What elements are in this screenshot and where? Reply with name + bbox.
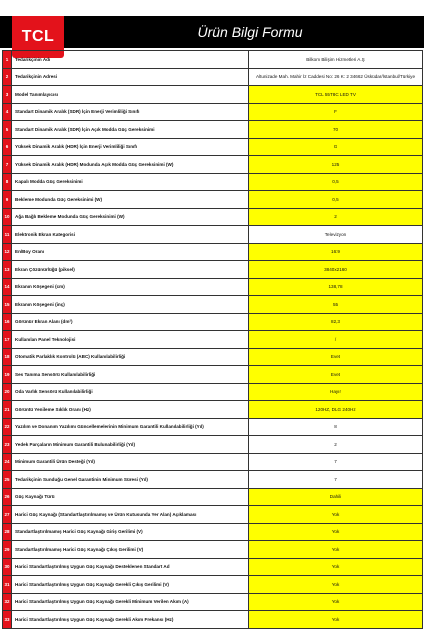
row-number: 3 (3, 86, 12, 103)
row-label: Harici Standartlaştırılmış Uygun Güç Kaynağı Gerekli Akım Frekansı (Hz) (12, 611, 249, 628)
table-row (3, 69, 423, 87)
row-number: 26 (3, 489, 12, 506)
table-row (3, 121, 423, 139)
row-number: 1 (3, 51, 12, 68)
row-label: Yüksek Dinamik Aralık (HDR) Modunda Açık Modda Güç Gereksinimi (W) (12, 156, 249, 173)
row-number: 16 (3, 314, 12, 331)
row-value: Yok (249, 576, 423, 593)
row-label: Harici Standartlaştırılmış Uygun Güç Kaynağı Gerekli Minimum Verilen Akım (A) (12, 594, 249, 611)
row-value: 16:9 (249, 244, 423, 261)
row-value: G (249, 139, 423, 156)
row-value: Dahili (249, 489, 423, 506)
row-label: Kapalı Modda Güç Gereksinimi (12, 174, 249, 191)
row-number: 31 (3, 576, 12, 593)
table-row (3, 331, 423, 349)
logo-text: TCL (21, 28, 55, 45)
row-value: 125 (249, 156, 423, 173)
row-number: 10 (3, 209, 12, 226)
table-row (3, 139, 423, 157)
row-number: 22 (3, 419, 12, 436)
table-row (3, 279, 423, 297)
row-label: En/Boy Oranı (12, 244, 249, 261)
row-label: Minimum Garantili Ürün Desteği (Yıl) (12, 454, 249, 471)
row-number: 24 (3, 454, 12, 471)
row-value: Yok (249, 611, 423, 628)
row-number: 6 (3, 139, 12, 156)
row-value: F (249, 104, 423, 121)
row-label: Yazılım ve Donanım Yazılımı Güncellemelerinin Minimum Garantili Kullanılabilirliği (Yıl) (12, 419, 249, 436)
row-number: 8 (3, 174, 12, 191)
row-label: Yedek Parçaların Minimum Garantili Bulunabilirliği (Yıl) (12, 436, 249, 453)
row-label: Ağa Bağlı Bekleme Modunda Güç Gereksinimi (W) (12, 209, 249, 226)
row-label: Tedarikçinin Sunduğu Genel Garantinin Minimum Süresi (Yıl) (12, 471, 249, 488)
table-row (3, 576, 423, 594)
row-value: 2 (249, 436, 423, 453)
row-label: Otomatik Parlaklık Kontrolü (ABC) Kullanılabilirliği (12, 349, 249, 366)
row-label: Oda Varlık Sensörü Kullanılabilirliği (12, 384, 249, 401)
table-row (3, 524, 423, 542)
row-value: 7 (249, 454, 423, 471)
table-row (3, 86, 423, 104)
row-value: TCL 55T8C LED TV (249, 86, 423, 103)
table-row (3, 156, 423, 174)
row-value: 0,5 (249, 174, 423, 191)
row-value: Yok (249, 506, 423, 523)
row-label: Ekranın Köşegeni (cm) (12, 279, 249, 296)
row-label: Güç Kaynağı Türü (12, 489, 249, 506)
row-value: Televizyon (249, 226, 423, 243)
table-row (3, 454, 423, 472)
row-value: Hayır (249, 384, 423, 401)
table-row (3, 226, 423, 244)
row-label: Standartlaştırılmamış Harici Güç Kaynağı Çıkış Gerilimi (V) (12, 541, 249, 558)
row-number: 18 (3, 349, 12, 366)
row-number: 30 (3, 559, 12, 576)
row-value: / (249, 331, 423, 348)
row-number: 29 (3, 541, 12, 558)
row-value: Altunizade Mah. Mahir İz Caddesi No: 26 K: 2 34662 Üsküdar/İstanbul/Türkiye (249, 69, 423, 86)
row-value: Yok (249, 541, 423, 558)
row-number: 5 (3, 121, 12, 138)
table-row (3, 244, 423, 262)
row-label: Görünür Ekran Alanı (dm²) (12, 314, 249, 331)
row-number: 28 (3, 524, 12, 541)
table-row (3, 104, 423, 122)
table-row (3, 51, 423, 69)
row-value: Bilkom Bilişim Hizmetleri A.Ş (249, 51, 423, 68)
row-label: Tedarikçinin Adresi (12, 69, 249, 86)
row-value: Evet (249, 366, 423, 383)
row-number: 14 (3, 279, 12, 296)
table-row (3, 191, 423, 209)
row-value: 3840x2160 (249, 261, 423, 278)
table-row (3, 506, 423, 524)
row-label: Ekran Çözünürlüğü (piksel) (12, 261, 249, 278)
row-label: Görüntü Yenileme Sıklık Oranı (Hz) (12, 401, 249, 418)
table-row (3, 436, 423, 454)
row-number: 11 (3, 226, 12, 243)
row-number: 17 (3, 331, 12, 348)
table-row (3, 594, 423, 612)
row-label: Harici Güç Kaynağı (Standartlaştırılmamış ve Ürün Kutusunda Yer Alan) Açıklaması (12, 506, 249, 523)
row-label: Standart Dinamik Aralık (SDR) İçin Enerji Verimliliği Sınıfı (12, 104, 249, 121)
table-row (3, 401, 423, 419)
row-label: Bekleme Modunda Güç Gereksinimi (W) (12, 191, 249, 208)
row-label: Yüksek Dinamik Aralık (HDR) İçin Enerji Verimliliği Sınıfı (12, 139, 249, 156)
table-row (3, 419, 423, 437)
table-row (3, 366, 423, 384)
row-number: 33 (3, 611, 12, 628)
form-header (0, 16, 424, 48)
row-value: 70 (249, 121, 423, 138)
row-value: 138,78 (249, 279, 423, 296)
table-row (3, 471, 423, 489)
row-value: Yok (249, 594, 423, 611)
table-row (3, 209, 423, 227)
row-number: 19 (3, 366, 12, 383)
row-number: 9 (3, 191, 12, 208)
table-row (3, 489, 423, 507)
row-number: 32 (3, 594, 12, 611)
row-label: Ekranın Köşegeni (inç) (12, 296, 249, 313)
row-value: Yok (249, 559, 423, 576)
table-row (3, 384, 423, 402)
row-value: 120HZ, DLG 240Hz (249, 401, 423, 418)
table-row (3, 314, 423, 332)
row-value: Evet (249, 349, 423, 366)
row-value: 7 (249, 471, 423, 488)
row-number: 27 (3, 506, 12, 523)
page-title: Ürün Bilgi Formu (197, 24, 303, 40)
row-number: 7 (3, 156, 12, 173)
row-number: 20 (3, 384, 12, 401)
row-number: 2 (3, 69, 12, 86)
row-label: Harici Standartlaştırılmış Uygun Güç Kaynağı Gerekli Çıkış Gerilimi (V) (12, 576, 249, 593)
row-label: Kullanılan Panel Teknolojisi (12, 331, 249, 348)
table-row (3, 261, 423, 279)
table-row (3, 541, 423, 559)
row-label: Ses Tanıma Sensörü Kullanılabilirliği (12, 366, 249, 383)
row-label: Standartlaştırılmamış Harici Güç Kaynağı Giriş Gerilimi (V) (12, 524, 249, 541)
row-value: 8 (249, 419, 423, 436)
row-label: Standart Dinamik Aralık (SDR) İçin Açık Modda Güç Gereksinimi (12, 121, 249, 138)
row-label: Model Tanımlayıcısı (12, 86, 249, 103)
row-label: Elektronik Ekran Kategorisi (12, 226, 249, 243)
row-number: 4 (3, 104, 12, 121)
table-row (3, 349, 423, 367)
table-row (3, 611, 423, 629)
row-number: 23 (3, 436, 12, 453)
row-value: 82,3 (249, 314, 423, 331)
row-value: 2 (249, 209, 423, 226)
row-number: 12 (3, 244, 12, 261)
row-number: 21 (3, 401, 12, 418)
row-number: 15 (3, 296, 12, 313)
row-number: 13 (3, 261, 12, 278)
table-row (3, 174, 423, 192)
row-label: Harici Standartlaştırılmış Uygun Güç Kaynağı Desteklenen Standart Ad (12, 559, 249, 576)
table-row (3, 296, 423, 314)
row-value: 55 (249, 296, 423, 313)
row-value: 0,5 (249, 191, 423, 208)
table-row (3, 559, 423, 577)
row-number: 25 (3, 471, 12, 488)
product-info-table (2, 50, 423, 629)
row-label: Tedarikçinin Adı (12, 51, 249, 68)
row-value: Yok (249, 524, 423, 541)
